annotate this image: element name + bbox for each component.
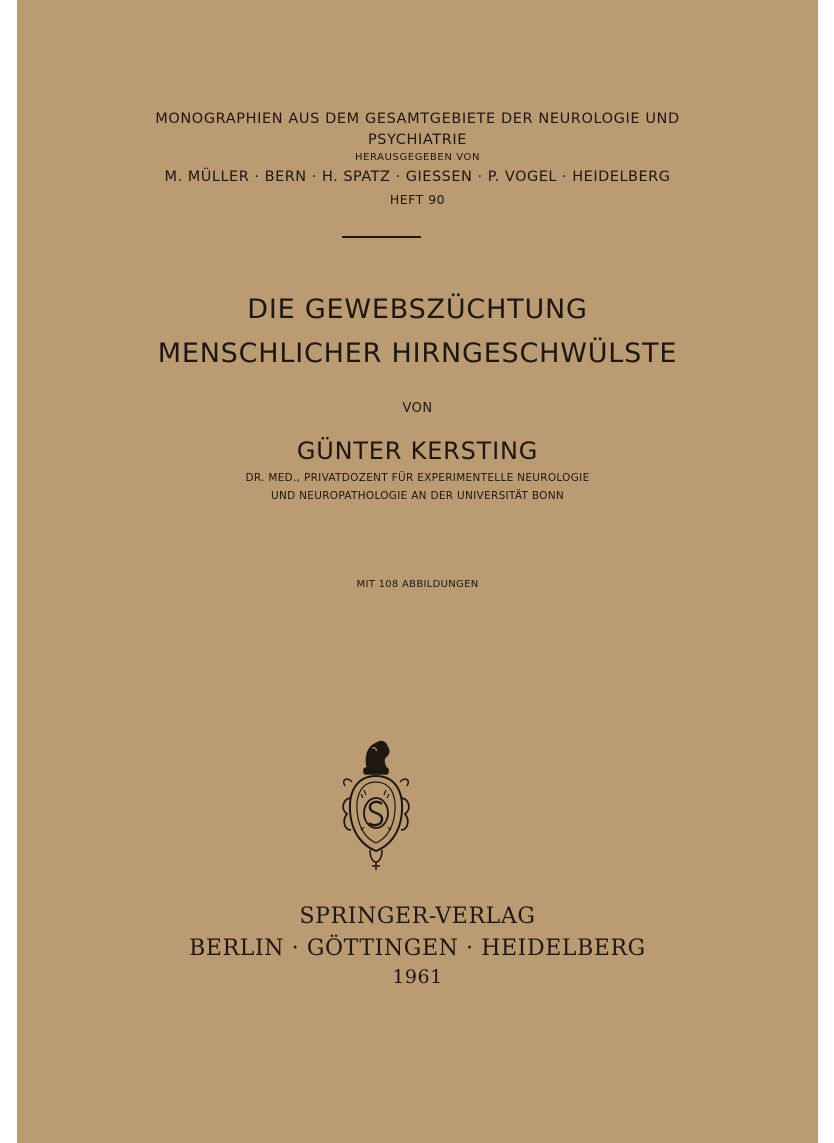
author-affiliation-line-2: UND NEUROPATHOLOGIE AN DER UNIVERSITÄT BONN [270, 490, 565, 502]
publisher-name: SPRINGER-VERLAG [299, 904, 536, 929]
publication-year: 1961 [392, 966, 443, 988]
divider-rule [342, 236, 421, 238]
springer-chess-knight-emblem-icon [339, 738, 413, 873]
book-title-line-2: MENSCHLICHER HIRNGESCHWÜLSTE [157, 338, 678, 369]
figures-note: MIT 108 ABBILDUNGEN [356, 579, 479, 590]
publisher-cities: BERLIN · GÖTTINGEN · HEIDELBERG [189, 936, 646, 961]
series-title-line-1: MONOGRAPHIEN AUS DEM GESAMTGEBIETE DER NEUROLOGIE UND [155, 111, 680, 127]
series-title-line-2: PSYCHIATRIE [367, 132, 468, 148]
series-issue-number: HEFT 90 [389, 192, 446, 207]
book-cover [17, 0, 818, 1143]
book-title-line-1: DIE GEWEBSZÜCHTUNG [247, 294, 588, 325]
author-name: GÜNTER KERSTING [296, 437, 539, 465]
series-editors: M. MÜLLER · BERN · H. SPATZ · GIESSEN · P. VOGEL · HEIDELBERG [164, 169, 671, 185]
author-affiliation-line-1: DR. MED., PRIVATDOZENT FÜR EXPERIMENTELLE NEUROLOGIE [245, 472, 590, 484]
author-by-label: VON [402, 401, 433, 416]
edited-by-label: HERAUSGEGEBEN VON [354, 152, 481, 163]
